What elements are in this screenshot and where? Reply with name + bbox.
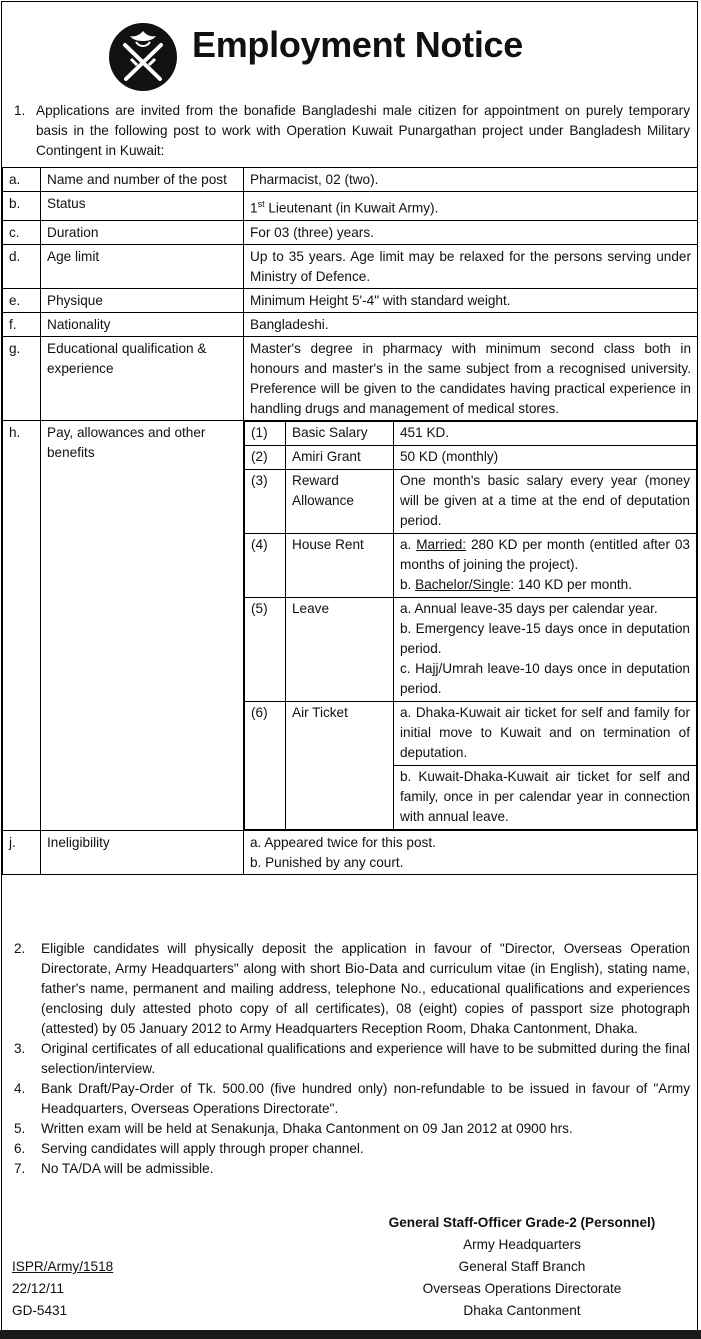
ineligibility-a: a. Appeared twice for this post. xyxy=(250,834,436,850)
row-label: Age limit xyxy=(41,244,244,288)
instruction-item xyxy=(14,1159,690,1179)
army-emblem-icon xyxy=(108,22,178,92)
pay-label: Amiri Grant xyxy=(286,445,394,469)
signatory-line: Army Headquarters xyxy=(463,1237,581,1252)
instruction-item xyxy=(14,1079,690,1119)
pay-cell xyxy=(244,420,698,830)
pay-label: Reward Allowance xyxy=(286,469,394,533)
row-value: Minimum Height 5'-4" with standard weight. xyxy=(244,288,698,312)
pay-value: 50 KD (monthly) xyxy=(394,445,697,469)
pay-value xyxy=(394,597,697,701)
row-label: Ineligibility xyxy=(41,830,244,874)
signatory-line: Dhaka Cantonment xyxy=(463,1303,581,1318)
status-ordinal: st xyxy=(257,199,265,209)
house-rent-married xyxy=(400,535,690,575)
item-prefix: b. xyxy=(400,576,416,592)
intro-paragraph xyxy=(14,101,690,161)
post-details-table xyxy=(2,167,698,875)
intro-number: 1. xyxy=(14,103,26,118)
item-number: 2. xyxy=(14,941,26,956)
pay-row-air-a xyxy=(245,701,697,765)
row-letter: b. xyxy=(3,192,41,221)
row-letter: g. xyxy=(3,336,41,420)
row-value xyxy=(244,192,698,221)
pay-table xyxy=(244,421,697,830)
leave-emergency: b. Emergency leave-15 days once in deputation period. xyxy=(400,620,690,656)
item-text: Written exam will be held at Senakunja, Dhaka Cantonment on 09 Jan 2012 at 0900 hrs. xyxy=(41,1121,573,1136)
pay-row-basic xyxy=(245,421,697,445)
row-value: Bangladeshi. xyxy=(244,312,698,336)
row-letter: h. xyxy=(3,420,41,830)
bottom-bar xyxy=(0,1330,701,1339)
reference-gd: GD-5431 xyxy=(12,1303,68,1318)
row-f xyxy=(3,312,698,336)
row-h xyxy=(3,420,698,830)
leave-annual: a. Annual leave-35 days per calendar year. xyxy=(400,600,658,616)
pay-num: (3) xyxy=(245,469,286,533)
pay-value: One month's basic salary every year (money will be given at a time at the end of deputation period. xyxy=(394,469,697,533)
married-term: Married: xyxy=(416,536,467,552)
instructions-list xyxy=(14,939,690,1179)
item-text: Bank Draft/Pay-Order of Tk. 500.00 (five hundred only) non-refundable to be issued in favour of "Army Headquarters, Overseas Operations Directorate". xyxy=(41,1081,690,1116)
instruction-item xyxy=(14,1039,690,1079)
item-number: 4. xyxy=(14,1081,26,1096)
row-value: Pharmacist, 02 (two). xyxy=(244,168,698,192)
row-value: Up to 35 years. Age limit may be relaxed for the persons serving under Ministry of Defence. xyxy=(244,244,698,288)
row-e xyxy=(3,288,698,312)
leave-hajj: c. Hajj/Umrah leave-10 days once in deputation period. xyxy=(400,660,690,696)
row-value: For 03 (three) years. xyxy=(244,220,698,244)
signatory-line: General Staff Branch xyxy=(458,1259,586,1274)
row-letter: j. xyxy=(3,830,41,874)
row-letter: c. xyxy=(3,220,41,244)
row-b xyxy=(3,192,698,221)
house-rent-single xyxy=(400,575,690,595)
intro-text: Applications are invited from the bonafide Bangladeshi male citizen for appointment on purely temporary basis in the following post to work with Operation Kuwait Punargathan project under Bangladesh Military Contingent in Kuwait: xyxy=(36,103,690,158)
signatory-line: Overseas Operations Directorate xyxy=(422,1281,622,1296)
pay-label: Basic Salary xyxy=(286,421,394,445)
row-label: Name and number of the post xyxy=(41,168,244,192)
row-label: Status xyxy=(41,192,244,221)
single-term: Bachelor/Single xyxy=(415,576,511,592)
row-letter: f. xyxy=(3,312,41,336)
row-j xyxy=(3,830,698,874)
row-value xyxy=(244,830,698,874)
page-title: Employment Notice xyxy=(192,24,523,65)
row-d xyxy=(3,244,698,288)
reference-date: 22/12/11 xyxy=(12,1281,64,1296)
single-detail: : 140 KD per month. xyxy=(510,576,632,592)
row-c xyxy=(3,220,698,244)
pay-num: (6) xyxy=(245,701,286,829)
item-text: Serving candidates will apply through proper channel. xyxy=(41,1141,364,1156)
status-rank: Lieutenant (in Kuwait Army). xyxy=(264,200,439,216)
instruction-item xyxy=(14,1139,690,1159)
pay-num: (4) xyxy=(245,533,286,597)
row-letter: e. xyxy=(3,288,41,312)
pay-num: (5) xyxy=(245,597,286,701)
item-number: 5. xyxy=(14,1121,26,1136)
ineligibility-b: b. Punished by any court. xyxy=(250,854,404,870)
reference-code: ISPR/Army/1518 xyxy=(12,1259,114,1274)
row-letter: a. xyxy=(3,168,41,192)
reference-block xyxy=(12,1256,113,1322)
row-letter: d. xyxy=(3,244,41,288)
item-prefix: a. xyxy=(400,536,417,552)
row-value: Master's degree in pharmacy with minimum second class both in honours and master's in the same subject from a recognised university. Preference will be given to the candidates having practical experience in handling drugs and management of medical stores. xyxy=(244,336,698,420)
item-text: No TA/DA will be admissible. xyxy=(41,1161,214,1176)
row-label: Physique xyxy=(41,288,244,312)
item-number: 6. xyxy=(14,1141,26,1156)
item-text: Original certificates of all educational qualifications and experience will have to be submitted during the final selection/interview. xyxy=(41,1041,690,1076)
pay-label: House Rent xyxy=(286,533,394,597)
air-ticket-annual: b. Kuwait-Dhaka-Kuwait air ticket for self and family, once in per calendar year in connection with annual leave. xyxy=(394,765,697,829)
pay-row-reward xyxy=(245,469,697,533)
pay-num: (1) xyxy=(245,421,286,445)
pay-value: 451 KD. xyxy=(394,421,697,445)
pay-row-amiri xyxy=(245,445,697,469)
pay-label: Air Ticket xyxy=(286,701,394,829)
row-a xyxy=(3,168,698,192)
item-text: Eligible candidates will physically deposit the application in favour of "Director, Overseas Operation Directorate, Army Headquarters" along with short Bio-Data and curriculum vitae (in English), stating name, father's name, permanent and mailing address, telephone No., educational qualifications and experiences (enclosing duly attested photo copy of all certificates), 08 (eight) copies of passport size photograph (attested) by 05 January 2012 to Army Headquarters Reception Room, Dhaka Cantonment, Dhaka. xyxy=(41,941,690,1036)
pay-label: Leave xyxy=(286,597,394,701)
pay-value xyxy=(394,533,697,597)
instruction-item xyxy=(14,939,690,1039)
item-number: 7. xyxy=(14,1161,26,1176)
pay-row-leave xyxy=(245,597,697,701)
status-number: 1 xyxy=(250,200,258,216)
row-g xyxy=(3,336,698,420)
signatory-title: General Staff-Officer Grade-2 (Personnel) xyxy=(388,1215,656,1230)
row-label: Nationality xyxy=(41,312,244,336)
air-ticket-initial: a. Dhaka-Kuwait air ticket for self and family for initial move to Kuwait and on termination of deputation. xyxy=(394,701,697,765)
notice-header xyxy=(0,20,701,90)
item-number: 3. xyxy=(14,1041,26,1056)
signature-block xyxy=(352,1212,692,1322)
row-label: Duration xyxy=(41,220,244,244)
instruction-item xyxy=(14,1119,690,1139)
pay-num: (2) xyxy=(245,445,286,469)
row-label: Educational qualification & experience xyxy=(41,336,244,420)
row-label: Pay, allowances and other benefits xyxy=(41,420,244,830)
married-detail: 280 KD per month (entitled after 03 months of joining the project). xyxy=(400,536,690,572)
pay-row-house xyxy=(245,533,697,597)
